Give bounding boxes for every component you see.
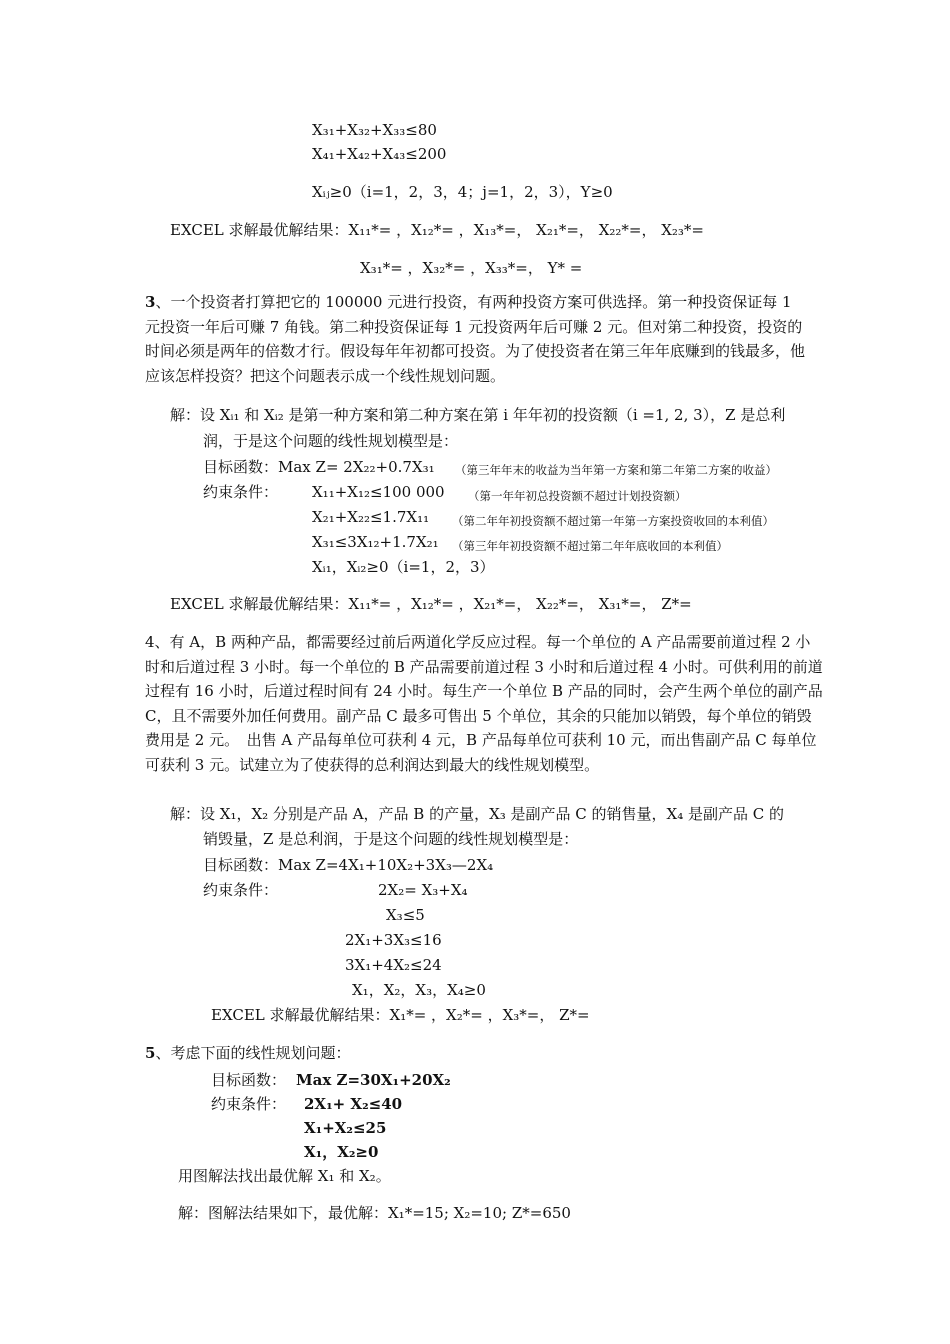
- constraint-line: X₁+X₂≤25: [304, 1119, 387, 1137]
- note: （第三年年末的收益为当年第一方案和第二年第二方案的收益）: [455, 463, 777, 477]
- objective-line: 目标函数：Max Z= 2X₂₂+0.7X₃₁: [203, 458, 435, 476]
- task-line: 用图解法找出最优解 X₁ 和 X₂。: [178, 1167, 391, 1185]
- constraint-line: X₃≤5: [386, 906, 425, 924]
- solution-line: 解：设 X₁，X₂ 分别是产品 A，产品 B 的产量，X₃ 是副产品 C 的销售量，X₄ 是副产品 C 的: [170, 805, 785, 823]
- excel-result-line: EXCEL 求解最优解结果：X₁*= ，X₂*= ，X₃*=， Z*=: [211, 1006, 590, 1024]
- constraint-label: 约束条件：: [211, 1095, 287, 1113]
- question-4: 4、有 A，B 两种产品，都需要经过前后两道化学反应过程。每一个单位的 A 产品需要前道过程 2 小时和后道过程 3 小时。每一个单位的 B 产品需要前道过程 3 小时和后道过程 4 小时。可供利用的前道过程有 16 小时，后道过程时间有 24 小时。每生产一个单位 B 产品的同时，会产生两个单位的副产品 C，且不需要外加任何费用。副产品 C 最多可售出 5 个单位，其余的只能加以销毁，每个单位的销毁费用是 2 元。 出售 A 产品每单位可获利 4 元，B 产品每单位可获利 10 元，而出售副产品 C 每单位可获利 3 元。试建立为了使获得的总利润达到最大的线性规划模型。: [145, 633, 823, 774]
- objective-label: 目标函数：: [211, 1071, 287, 1089]
- question-5: 5、考虑下面的线性规划问题：: [145, 1044, 351, 1062]
- constraint-line: X₃₁≤3X₁₂+1.7X₂₁: [312, 533, 439, 551]
- objective-line: 目标函数：Max Z=4X₁+10X₂+3X₃—2X₄: [203, 856, 494, 874]
- solution-line: 润，于是这个问题的线性规划模型是：: [203, 432, 459, 450]
- objective-line: Max Z=30X₁+20X₂: [296, 1071, 451, 1089]
- question-3: 3、一个投资者打算把它的 100000 元进行投资，有两种投资方案可供选择。第一种投资保证每 1 元投资一年后可赚 7 角钱。第二种投资保证每 1 元投资两年后可赚 2 元。但对第二种投资，投资的时间必须是两年的倍数才行。假设每年年初都可投资。为了使投资者在第三年年底赚到的钱最多，他应该怎样投资？把这个问题表示成一个线性规划问题。: [145, 293, 806, 385]
- constraint-line: X₁，X₂，X₃，X₄≥0: [352, 981, 486, 999]
- excel-result-line: EXCEL 求解最优解结果：X₁₁*= ，X₁₂*= ，X₁₃*=， X₂₁*=， X₂₂*=， X₂₃*=: [170, 221, 705, 239]
- constraint-line: 2X₁+ X₂≤40: [304, 1095, 403, 1113]
- solution-line: 销毁量，Z 是总利润，于是这个问题的线性规划模型是：: [203, 830, 579, 848]
- constraint-line: X₃₁+X₃₂+X₃₃≤80: [312, 121, 437, 139]
- constraint-line: X₁，X₂≥0: [304, 1143, 379, 1161]
- constraint-label: 约束条件：: [203, 881, 279, 899]
- solution-line: 解：设 Xᵢ₁ 和 Xᵢ₂ 是第一种方案和第二种方案在第 i 年年初的投资额（i =1, 2, 3），Z 是总利: [170, 406, 786, 424]
- constraint-line: 2X₁+3X₃≤16: [345, 931, 442, 949]
- note: （第一年年初总投资额不超过计划投资额）: [468, 489, 687, 503]
- constraint-line: 3X₁+4X₂≤24: [345, 956, 442, 974]
- excel-result-line: EXCEL 求解最优解结果：X₁₁*= ，X₁₂*= ，X₂₁*=， X₂₂*=， X₃₁*=， Z*=: [170, 595, 692, 613]
- constraint-line: X₄₁+X₄₂+X₄₃≤200: [312, 145, 447, 163]
- excel-result-line: X₃₁*= ，X₃₂*= ，X₃₃*=， Y* =: [360, 259, 583, 277]
- constraint-line: 2X₂= X₃+X₄: [378, 881, 468, 899]
- constraint-line: X₂₁+X₂₂≤1.7X₁₁: [312, 508, 430, 526]
- answer-line: 解：图解法结果如下，最优解：X₁*=15; X₂=10; Z*=650: [178, 1204, 571, 1222]
- constraint-line: X₁₁+X₁₂≤100 000: [312, 483, 445, 501]
- constraint-line: Xᵢ₁，Xᵢ₂≥0（i=1，2，3）: [312, 558, 495, 576]
- constraint-line: Xᵢⱼ≥0（i=1，2，3，4；j=1，2，3），Y≥0: [312, 183, 613, 201]
- note: （第三年年初投资额不超过第二年年底收回的本利值）: [452, 539, 728, 553]
- constraint-label: 约束条件：: [203, 483, 279, 501]
- note: （第二年年初投资额不超过第一年第一方案投资收回的本利值）: [452, 514, 774, 528]
